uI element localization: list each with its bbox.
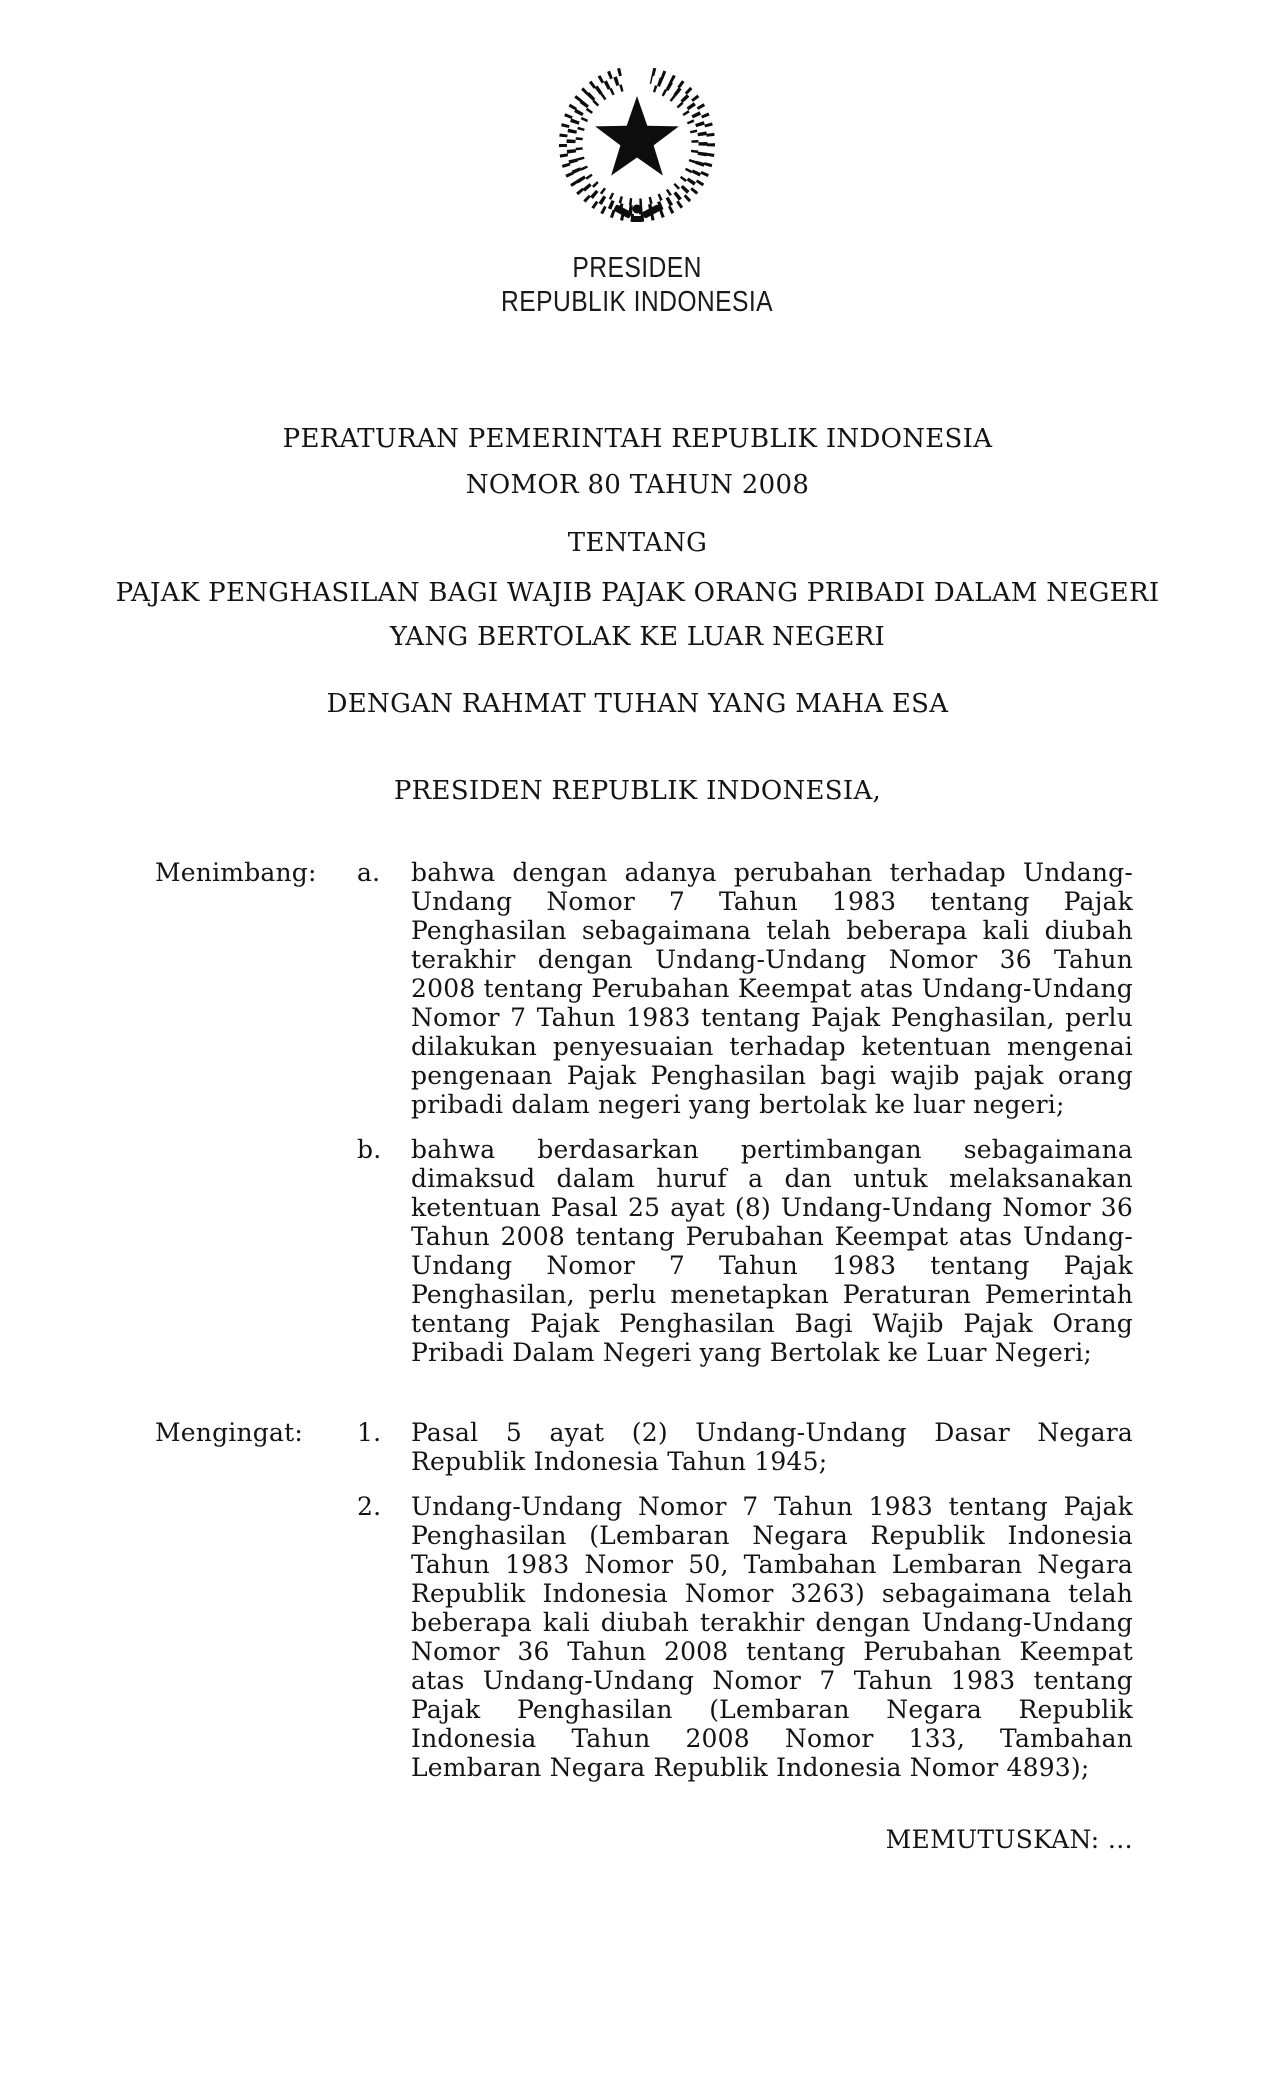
section-menimbang (155, 858, 1133, 1367)
tentang-heading: TENTANG (567, 528, 708, 558)
subject-line-2: YANG BERTOLAK KE LUAR NEGERI (389, 622, 886, 652)
presidential-emblem (552, 60, 722, 235)
menimbang-item-b-text: bahwa berdasarkan pertimbangan sebagaimana dimaksud dalam huruf a dan untuk melaksanakan ketentuan Pasal 25 ayat (8) Undang-Undang Nomor 36 Tahun 2008 tentang Perubahan Keempat atas Undang-Undang Nomor 7 Tahun 1983 tentang Pajak Penghasilan, perlu menetapkan Peraturan Pemerintah tentang Pajak Penghasilan Bagi Wajib Pajak Orang Pribadi Dalam Negeri yang Bertolak ke Luar Negeri; (411, 1135, 1133, 1367)
mengingat-item-1-marker: 1. (357, 1418, 382, 1447)
section-mengingat (155, 1418, 1133, 1782)
letterhead-line1-text: PRESIDEN (572, 252, 703, 284)
menimbang-colon: : (308, 858, 317, 887)
mengingat-label: Mengingat (155, 1418, 295, 1447)
menimbang-label-column (155, 858, 357, 887)
mengingat-colon: : (294, 1418, 303, 1447)
mengingat-item-2 (357, 1492, 1133, 1782)
letterhead-presiden (0, 252, 1275, 284)
menimbang-label: Menimbang (155, 858, 309, 887)
regulation-number: NOMOR 80 TAHUN 2008 (465, 470, 810, 500)
regulation-title: PERATURAN PEMERINTAH REPUBLIK INDONESIA (282, 424, 993, 454)
mengingat-item-1 (357, 1418, 1133, 1476)
invocation-line: DENGAN RAHMAT TUHAN YANG MAHA ESA (326, 689, 949, 719)
menimbang-item-a-marker: a. (357, 858, 381, 887)
letterhead-line2-text: REPUBLIK INDONESIA (501, 286, 774, 318)
menimbang-item-a (357, 858, 1133, 1119)
authority-line: PRESIDEN REPUBLIK INDONESIA, (393, 776, 882, 806)
mengingat-label-column (155, 1418, 357, 1447)
mengingat-item-2-marker: 2. (357, 1492, 382, 1521)
mengingat-item-2-text: Undang-Undang Nomor 7 Tahun 1983 tentang Pajak Penghasilan (Lembaran Negara Republik Indonesia Tahun 1983 Nomor 50, Tambahan Lembaran Negara Republik Indonesia Nomor 3263) sebagaimana telah beberapa kali diubah terakhir dengan Undang-Undang Nomor 36 Tahun 2008 tentang Perubahan Keempat atas Undang-Undang Nomor 7 Tahun 1983 tentang Pajak Penghasilan (Lembaran Negara Republik Indonesia Tahun 2008 Nomor 133, Tambahan Lembaran Negara Republik Indonesia Nomor 4893); (411, 1492, 1133, 1782)
star-wreath-emblem-icon (552, 60, 722, 235)
menimbang-item-b (357, 1135, 1133, 1367)
menimbang-item-b-marker: b. (357, 1135, 382, 1164)
letterhead-republik-indonesia (0, 286, 1275, 318)
memutuskan-line: MEMUTUSKAN: … (885, 1825, 1133, 1854)
mengingat-item-1-text: Pasal 5 ayat (2) Undang-Undang Dasar Negara Republik Indonesia Tahun 1945; (411, 1418, 1133, 1476)
subject-line-1: PAJAK PENGHASILAN BAGI WAJIB PAJAK ORANG PRIBADI DALAM NEGERI (115, 578, 1160, 608)
menimbang-item-a-text: bahwa dengan adanya perubahan terhadap Undang-Undang Nomor 7 Tahun 1983 tentang Pajak Penghasilan sebagaimana telah beberapa kali diubah terakhir dengan Undang-Undang Nomor 36 Tahun 2008 tentang Perubahan Keempat atas Undang-Undang Nomor 7 Tahun 1983 tentang Pajak Penghasilan, perlu dilakukan penyesuaian terhadap ketentuan mengenai pengenaan Pajak Penghasilan bagi wajib pajak orang pribadi dalam negeri yang bertolak ke luar negeri; (411, 858, 1133, 1119)
